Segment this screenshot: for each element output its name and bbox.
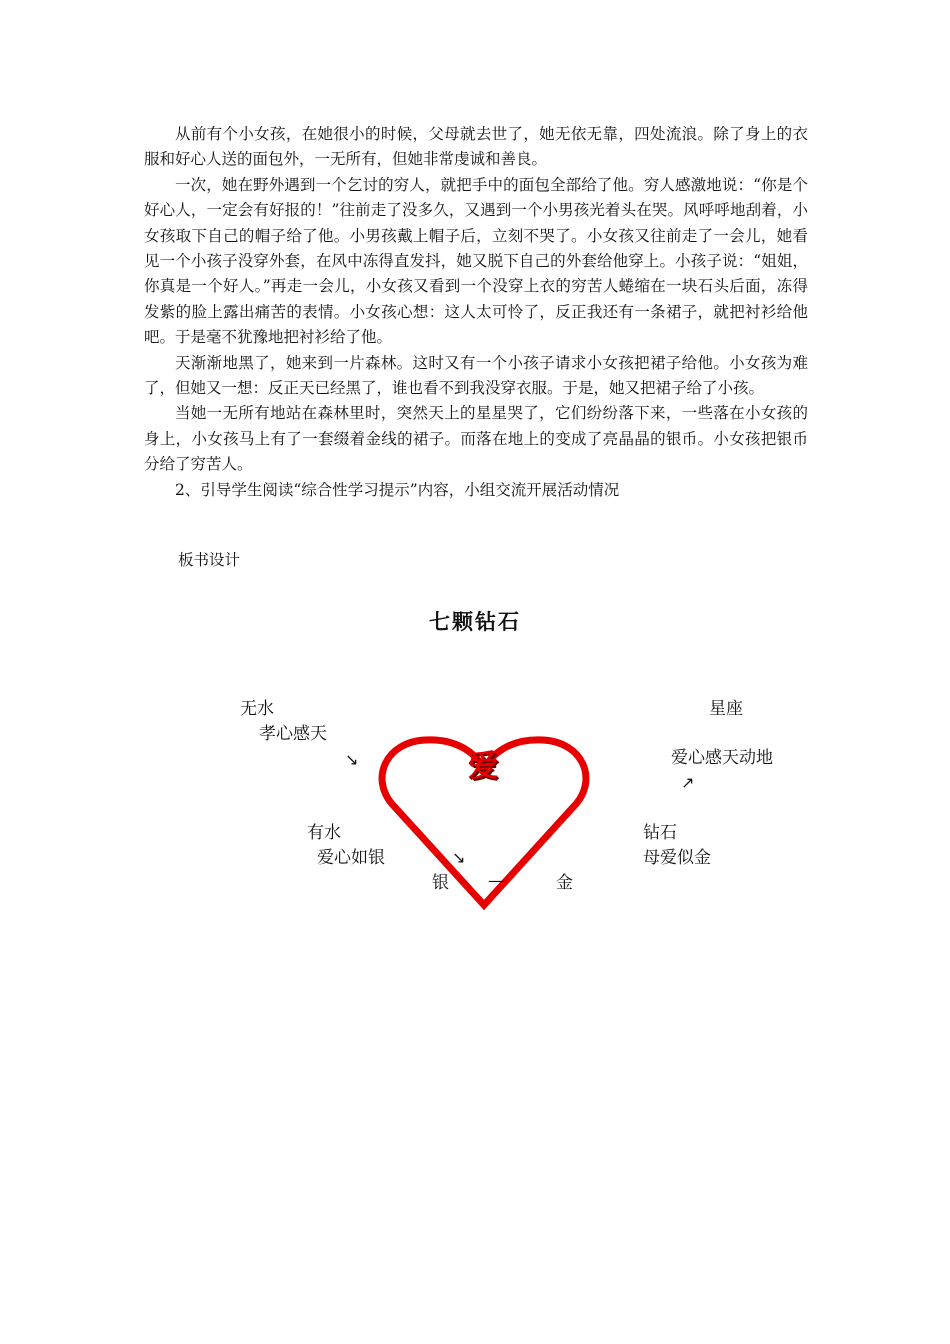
board-design-label: 板书设计 <box>178 551 241 569</box>
paragraph: 当她一无所有地站在森林里时，突然天上的星星哭了，它们纷纷落下来，一些落在小女孩的身上，小女孩马上有了一套缀着金线的裙子。而落在地上的变成了亮晶晶的银币。小女孩把银币分给了穷苦人。 <box>144 404 808 474</box>
label-love-moves-heaven: 爱心感天动地 <box>671 748 773 768</box>
label-filial-piety: 孝心感天 <box>259 724 327 744</box>
arrow-down-right-icon: ↘ <box>345 750 359 769</box>
paragraph: 从前有个小女孩，在她很小的时候，父母就去世了，她无依无靠，四处流浪。除了身上的衣服和好心人送的面包外，一无所有，但她非常虔诚和善良。 <box>144 125 808 169</box>
love-character: 爱 <box>468 749 498 784</box>
label-no-water: 无水 <box>240 699 274 719</box>
label-constellation: 星座 <box>709 699 743 719</box>
label-gold: 金 <box>556 873 573 893</box>
paragraph: 2、引导学生阅读“综合性学习提示”内容，小组交流开展活动情况 <box>175 480 620 499</box>
paragraph: 一次，她在野外遇到一个乞讨的穷人，就把手中的面包全部给了他。穷人感激地说：“你是个好心人，一定会有好报的！”往前走了没多久，又遇到一个小男孩光着头在哭。风呼呼地刮着，小女孩取下自己的帽子给了他。小男孩戴上帽子后，立刻不哭了。小女孩又往前走了一会儿，她看见一个小孩子没穿外套，在风中冻得直发抖，她又脱下自己的外套给他穿上。小孩子说：“姐姐，你真是一个好人。”再走一会儿，小女孩又看到一个没穿上衣的穷苦人蜷缩在一块石头后面，冻得发紫的脸上露出痛苦的表情。小女孩心想：这人太可怜了，反正我还有一条裙子，就把衬衫给他吧。于是毫不犹豫地把衬衫给了他。 <box>144 175 808 347</box>
label-love-like-silver: 爱心如银 <box>317 848 385 868</box>
arrow-down-right-icon: ↘ <box>452 848 466 867</box>
arrow-up-right-icon: ↗ <box>681 773 695 792</box>
paragraph: 天渐渐地黑了，她来到一片森林。这时又有一个小孩子请求小女孩把裙子给他。小女孩为难了，但她又一想：反正天已经黑了，谁也看不到我没穿衣服。于是，她又把裙子给了小孩。 <box>144 353 808 398</box>
label-diamond: 钻石 <box>643 823 677 843</box>
label-mother-love-gold: 母爱似金 <box>643 848 711 868</box>
label-silver: 银 <box>432 873 449 893</box>
label-dash: — <box>488 871 505 891</box>
board-title: 七颗钻石 <box>429 609 521 634</box>
label-has-water: 有水 <box>307 823 341 843</box>
